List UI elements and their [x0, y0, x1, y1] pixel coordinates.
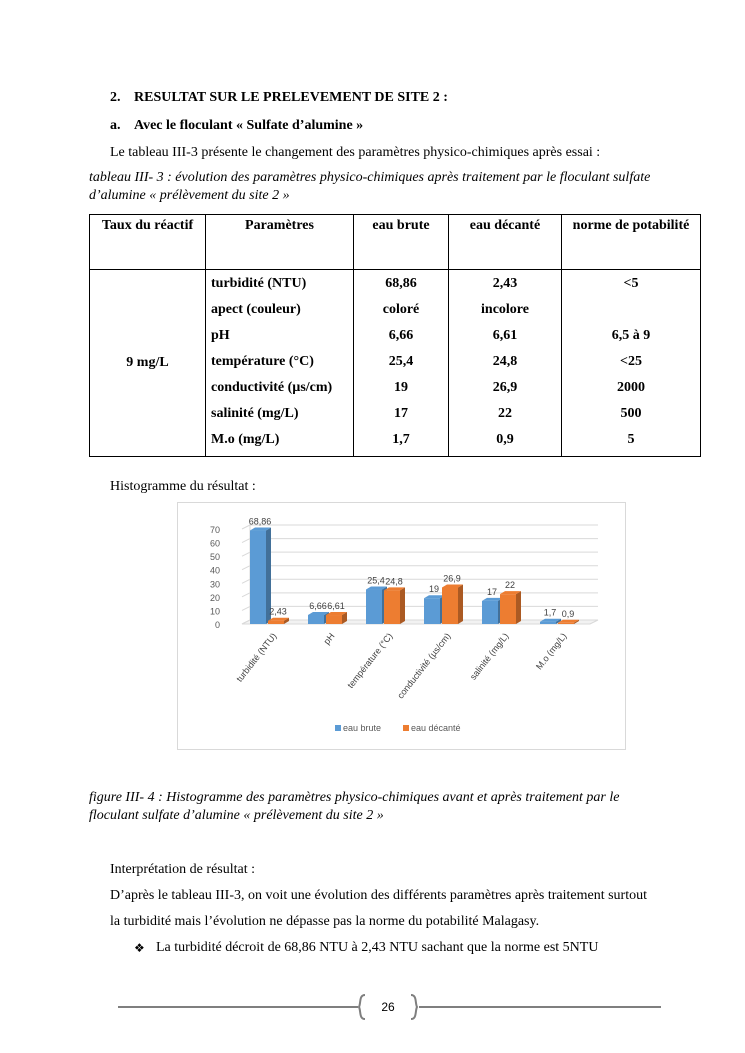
x-category-label: M.o (mg/L) [533, 631, 569, 672]
legend-label: eau brute [343, 723, 382, 733]
decante-value: 0,9 [496, 432, 514, 447]
bar-front-eau-brute [250, 531, 266, 624]
parameters-table [89, 214, 701, 457]
figure-caption-line2: floculant sulfate d’alumine « prélèvement du site 2 » [89, 808, 384, 823]
decante-column [449, 270, 562, 457]
y-tick-label: 0 [214, 620, 220, 630]
footer-line-right [419, 1006, 661, 1008]
interpretation-line2: la turbidité mais l’évolution ne dépasse pas la norme du potabilité Malagasy. [110, 914, 540, 929]
bar-front-eau-decante [326, 615, 342, 624]
norme-column [562, 270, 701, 457]
header-eau-decante: eau décanté [449, 215, 562, 270]
right-brace-icon [408, 993, 422, 1021]
norme-value [563, 299, 699, 325]
header-taux: Taux du réactif [90, 215, 206, 270]
bullet-diamond-icon: ❖ [134, 941, 145, 955]
data-label: 22 [504, 580, 516, 591]
decante-value: 24,8 [492, 354, 518, 369]
subsection-heading: Avec le floculant « Sulfate d’alumine » [134, 118, 364, 133]
gridline-depth [242, 539, 250, 543]
header-parametres: Paramètres [206, 215, 354, 270]
brute-column [354, 270, 449, 457]
brute-value: 19 [394, 380, 408, 395]
y-tick-label: 40 [209, 565, 220, 576]
y-tick-label: 60 [209, 538, 220, 549]
header-eau-brute: eau brute [354, 215, 449, 270]
chart-frame [177, 502, 626, 750]
norme-value: 500 [620, 406, 642, 421]
decante-value: 22 [498, 406, 512, 421]
y-tick-label: 30 [209, 579, 220, 590]
bar-front-eau-decante [268, 621, 284, 624]
legend-swatch [403, 725, 409, 731]
y-tick-label: 50 [209, 552, 220, 563]
brute-value: 6,66 [388, 328, 414, 343]
figure-caption-line1: figure III- 4 : Histogramme des paramètres physico-chimiques avant et après traitement par le [89, 790, 620, 805]
data-label: 2,43 [269, 606, 287, 617]
data-label: 0,9 [561, 608, 575, 619]
table-body-row [90, 270, 701, 457]
param-name: pH [211, 328, 230, 343]
brute-value: coloré [382, 302, 420, 317]
bar-front-eau-decante [558, 623, 574, 624]
bullet-text: La turbidité décroit de 68,86 NTU à 2,43 NTU sachant que la norme est 5NTU [156, 940, 599, 955]
x-category-label: turbidité (NTU) [234, 631, 279, 684]
header-norme: norme de potabilité [562, 215, 701, 270]
x-category-label: salinité (mg/L) [467, 631, 511, 682]
norme-value: 2000 [617, 380, 645, 395]
data-label: 26,9 [443, 573, 461, 584]
brute-value: 17 [394, 406, 408, 421]
x-category-label: température (°C) [345, 631, 395, 691]
histogram-label: Histogramme du résultat : [110, 479, 256, 494]
y-tick-label: 20 [209, 592, 220, 603]
brute-value: 25,4 [388, 354, 414, 369]
interpretation-title: Interprétation de résultat : [110, 862, 255, 877]
chart-legend [335, 723, 461, 733]
norme-value: 5 [627, 432, 635, 447]
y-tick-label: 10 [209, 606, 220, 617]
bar-front-eau-brute [482, 601, 498, 624]
decante-value: 6,61 [492, 328, 518, 343]
x-category-label: conductivité (µs/cm) [395, 631, 453, 701]
y-tick-label: 70 [209, 525, 220, 535]
legend-swatch [335, 725, 341, 731]
norme-value: 6,5 à 9 [611, 328, 651, 343]
data-label: 19 [428, 584, 440, 595]
section-heading: RESULTAT SUR LE PRELEVEMENT DE SITE 2 : [134, 90, 448, 105]
brute-value: 1,7 [392, 432, 410, 447]
intro-paragraph: Le tableau III-3 présente le changement des paramètres physico-chimiques après essai : [110, 145, 601, 160]
data-label: 24,8 [385, 576, 403, 587]
bar-front-eau-brute [540, 622, 556, 624]
bar-front-eau-decante [500, 594, 516, 624]
param-name: salinité (mg/L) [211, 406, 299, 421]
decante-value: 2,43 [492, 276, 518, 291]
param-name: turbidité (NTU) [211, 276, 307, 291]
table-caption-line2: d’alumine « prélèvement du site 2 » [89, 188, 290, 203]
left-brace-icon [354, 993, 368, 1021]
bar-front-eau-decante [442, 587, 458, 624]
taux-cell: 9 mg/L [90, 270, 206, 457]
bar-side [458, 584, 463, 624]
chart-bars [250, 528, 579, 624]
table-caption-line1: tableau III- 3 : évolution des paramètres physico-chimiques après traitement par le floculant sulfate [89, 170, 651, 185]
data-label: 68,86 [248, 516, 272, 527]
bar-front-eau-decante [384, 590, 400, 624]
param-column [206, 270, 354, 457]
param-name: M.o (mg/L) [211, 432, 280, 447]
param-name: température (°C) [211, 354, 314, 369]
bar-front-eau-brute [424, 598, 440, 624]
gridline-depth [242, 593, 250, 597]
footer-line-left [118, 1006, 358, 1008]
data-label: 1,7 [543, 607, 557, 618]
data-label: 25,4 [367, 575, 385, 586]
page-number: 26 [381, 1000, 395, 1014]
x-category-label: pH [321, 631, 337, 647]
gridline-depth [242, 552, 250, 556]
legend-label: eau décanté [411, 723, 461, 733]
data-label: 6,61 [327, 601, 345, 612]
bar-chart [178, 503, 625, 749]
data-label: 6,66 [309, 600, 327, 611]
interpretation-line1: D’après le tableau III-3, on voit une évolution des différents paramètres après traitement surtout [110, 888, 647, 903]
bar-front-eau-brute [366, 590, 382, 624]
param-name: apect (couleur) [211, 302, 301, 317]
gridline-depth [242, 566, 250, 570]
norme-value: <5 [623, 276, 639, 291]
subsection-letter: a. [110, 118, 121, 133]
table-header-row [90, 215, 701, 270]
param-name: conductivité (µs/cm) [211, 380, 333, 395]
bar-side [400, 587, 405, 624]
bar-front-eau-brute [308, 615, 324, 624]
section-number: 2. [110, 90, 121, 105]
gridline-depth [242, 579, 250, 583]
brute-value: 68,86 [385, 276, 417, 291]
norme-value: <25 [620, 354, 642, 369]
gridline-depth [242, 606, 250, 610]
bar-side [516, 591, 521, 624]
decante-value: incolore [481, 302, 529, 317]
decante-value: 26,9 [492, 380, 518, 395]
data-label: 17 [486, 586, 498, 597]
